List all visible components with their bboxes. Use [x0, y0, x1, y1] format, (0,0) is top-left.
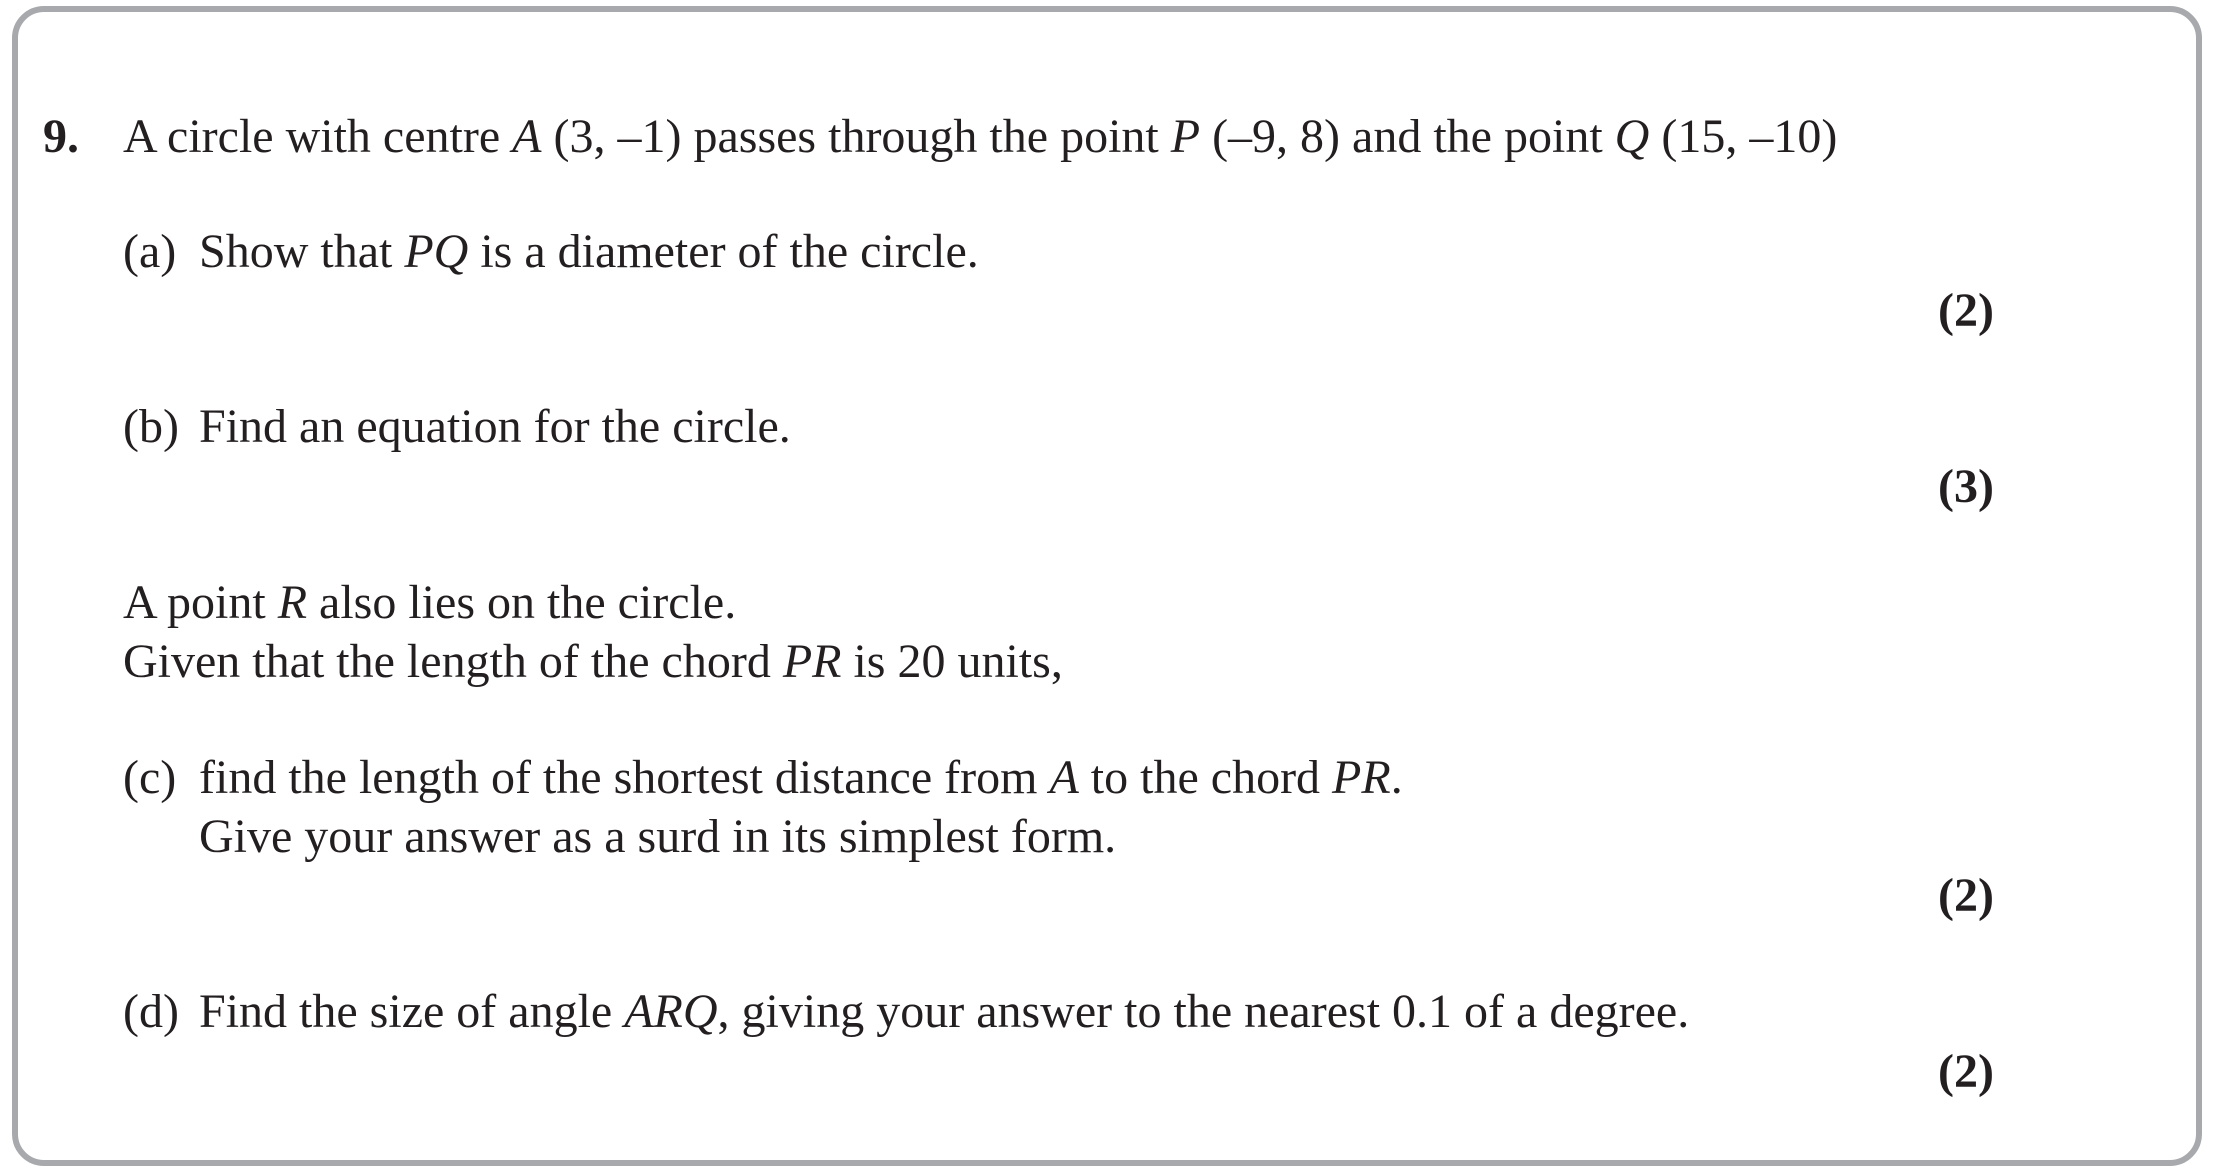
- question-number: 9.: [43, 110, 79, 163]
- point-q-label: Q: [1614, 110, 1650, 163]
- stem-line-1: A point R also lies on the circle.: [123, 576, 737, 629]
- part-a-label: (a): [123, 225, 177, 278]
- part-a-text: Show that PQ is a diameter of the circle.: [199, 225, 979, 278]
- part-d-marks: (2): [1938, 1045, 1994, 1098]
- part-c-text-line-1: find the length of the shortest distance from A to the chord PR.: [199, 751, 1403, 804]
- part-c-text-line-2: Give your answer as a surd in its simplest form.: [199, 810, 1117, 863]
- part-d-label: (d): [123, 985, 179, 1038]
- part-b-text: Find an equation for the circle.: [199, 400, 791, 453]
- point-p-label: P: [1170, 110, 1201, 163]
- part-d-text: Find the size of angle ARQ, giving your answer to the nearest 0.1 of a degree.: [199, 985, 1690, 1038]
- part-b-marks: (3): [1938, 460, 1994, 513]
- question-intro: A circle with centre A (3, –1) passes through the point P (–9, 8) and the point Q (15, –10): [123, 110, 1838, 163]
- stem-line-2: Given that the length of the chord PR is 20 units,: [123, 635, 1063, 688]
- part-a-marks: (2): [1938, 284, 1994, 337]
- point-a-label: A: [512, 110, 542, 163]
- part-b-label: (b): [123, 400, 179, 453]
- part-c-label: (c): [123, 751, 177, 804]
- part-c-marks: (2): [1938, 869, 1994, 922]
